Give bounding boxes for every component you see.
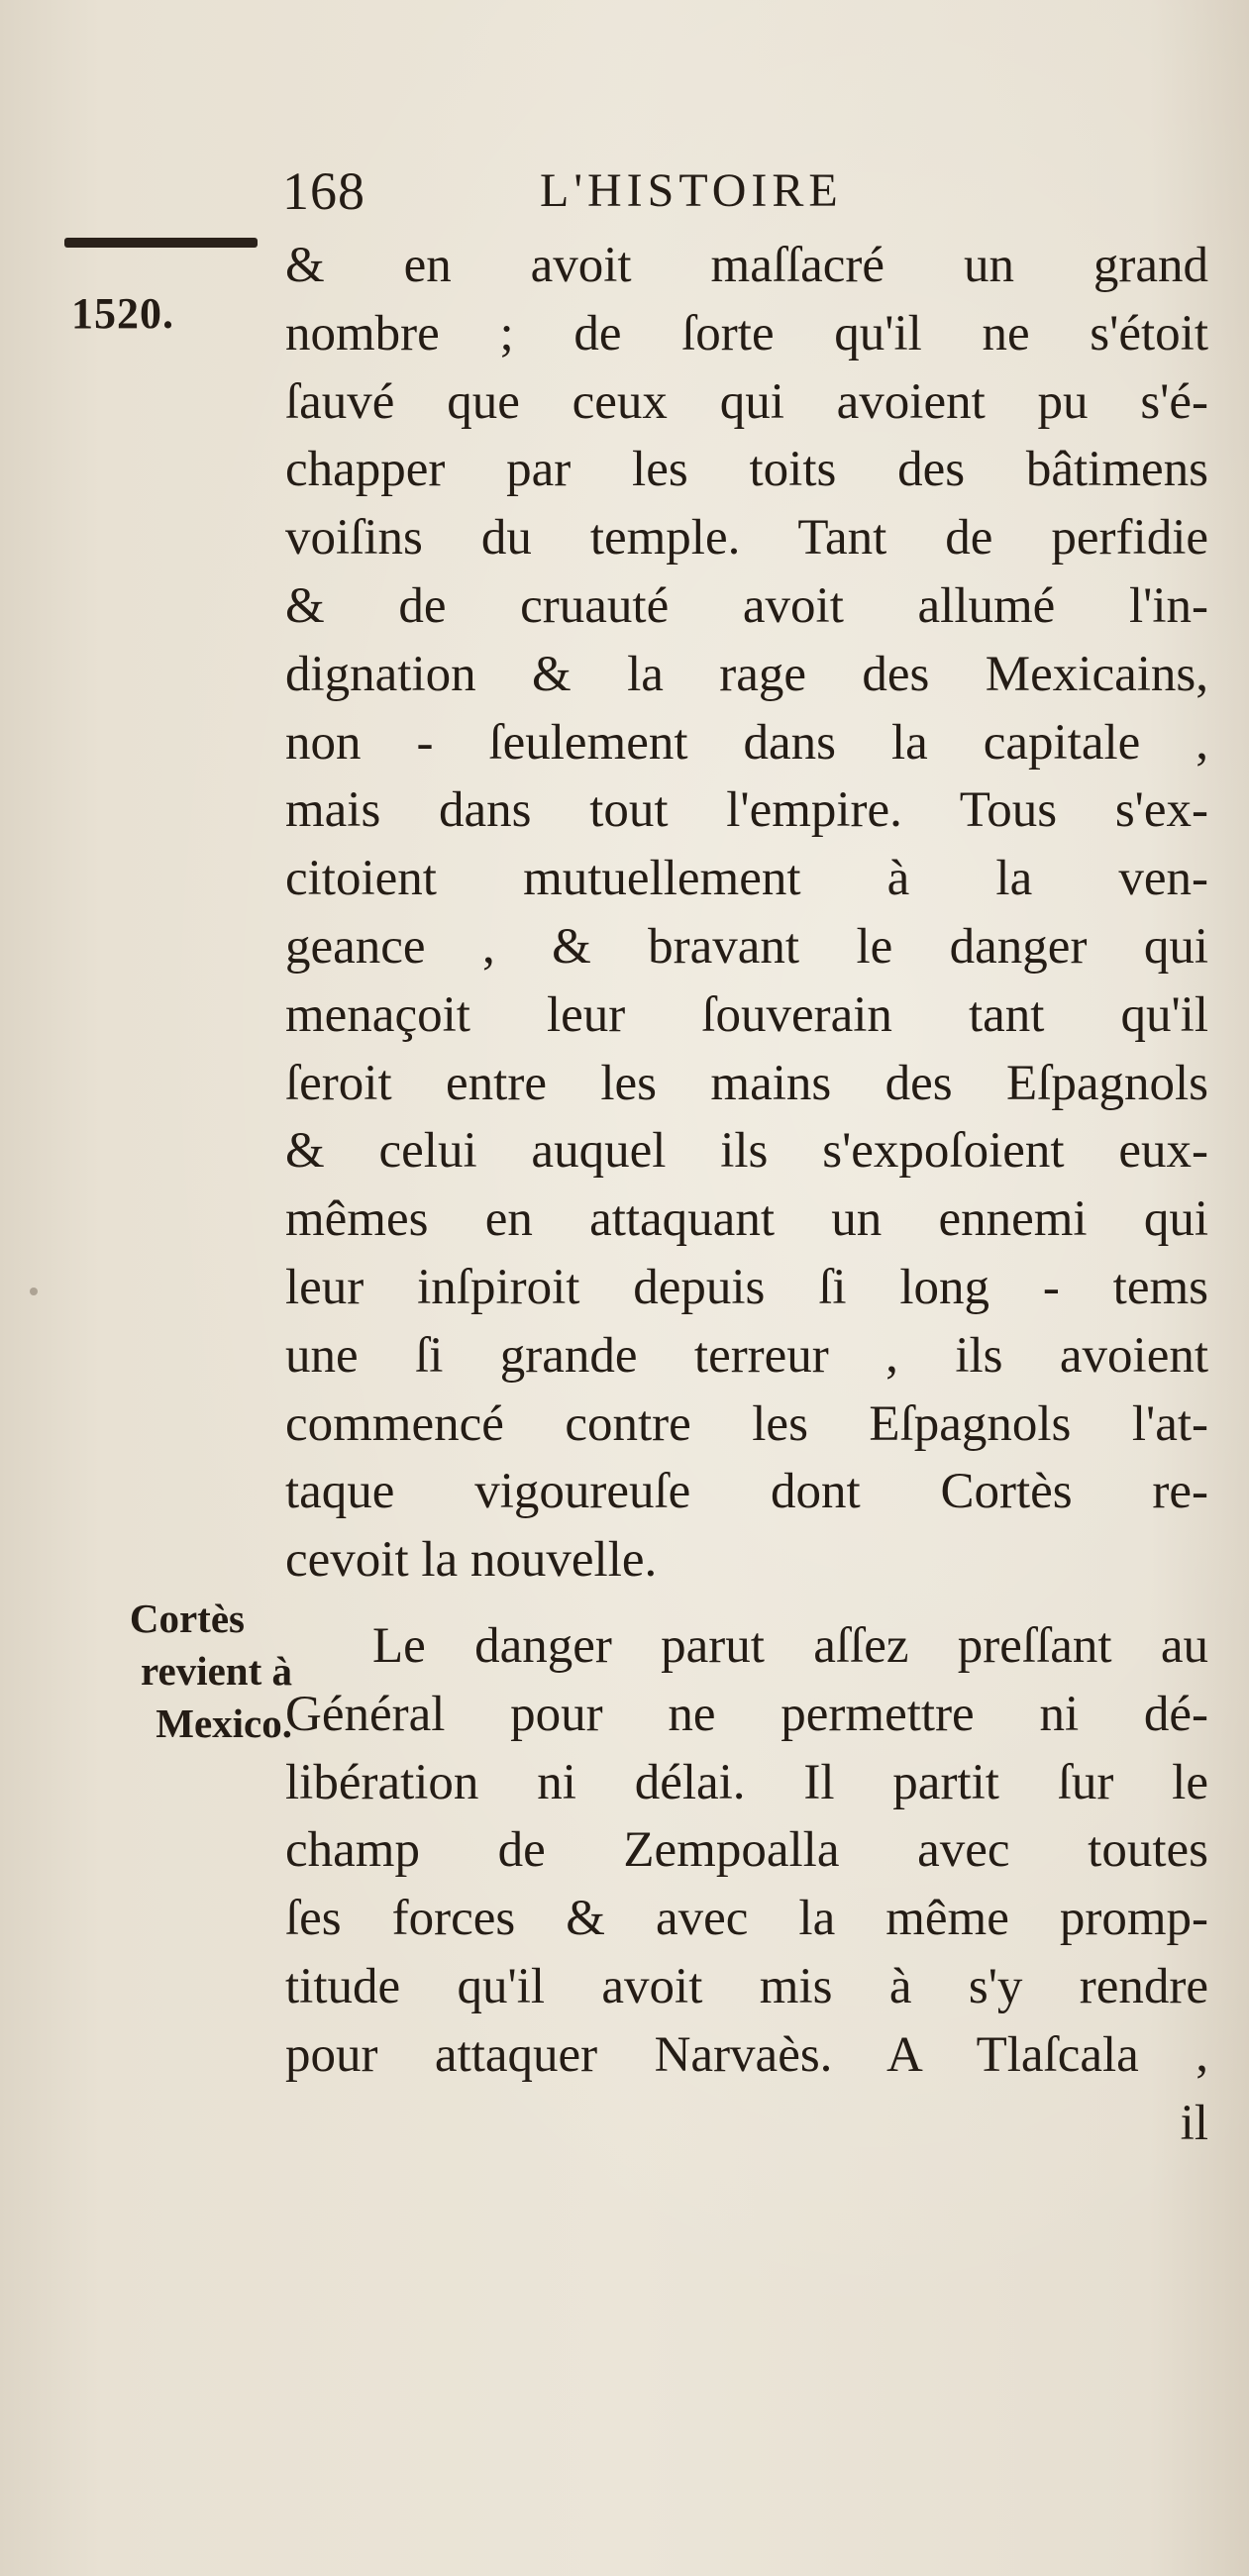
text-line: Le danger parut aſſez preſſant au — [372, 1617, 1208, 1674]
text-line: Général pour ne permettre ni dé- — [285, 1686, 1208, 1742]
text-line: dignation & la rage des Mexicains, — [285, 646, 1208, 702]
margin-rule — [64, 238, 258, 248]
body-text — [285, 232, 1208, 2157]
text-line: ſes forces & avec la même promp- — [285, 1891, 1208, 1947]
text-line: mêmes en attaquant un ennemi qui — [285, 1191, 1208, 1248]
text-line: cevoit la nouvelle. — [285, 1532, 658, 1589]
running-title: L'HISTOIRE — [540, 164, 843, 217]
text-line: voiſins du temple. Tant de perfidie — [285, 510, 1208, 567]
text-line: champ de Zempoalla avec toutes — [285, 1822, 1208, 1879]
catchword: il — [1180, 2095, 1208, 2151]
text-line: nombre ; de ſorte qu'il ne s'étoit — [285, 305, 1208, 361]
text-line: pour attaquer Narvaès. A Tlaſcala , — [285, 2026, 1208, 2083]
text-line: menaçoit leur ſouverain tant qu'il — [285, 986, 1208, 1043]
text-line: taque vigoureuſe dont Cortès re- — [285, 1464, 1208, 1520]
text-line: titude qu'il avoit mis à s'y rendre — [285, 1958, 1208, 2014]
marginal-note-line: Cortès — [129, 1596, 245, 1641]
text-line: libération ni délai. Il partit ſur le — [285, 1754, 1208, 1810]
text-line: commencé contre les Eſpagnols l'at- — [285, 1395, 1208, 1452]
marginal-note-line: Mexico. — [156, 1700, 292, 1746]
marginal-note — [74, 1593, 292, 1750]
text-line: chapper par les toits des bâtimens — [285, 442, 1208, 498]
margin-year: 1520. — [71, 289, 174, 338]
text-line: leur inſpiroit depuis ſi long - tems — [285, 1259, 1208, 1315]
page-header — [282, 156, 976, 226]
text-line: non - ſeulement dans la capitale , — [285, 714, 1208, 771]
text-line: citoient mutuellement à la ven- — [285, 851, 1208, 907]
text-line: mais dans tout l'empire. Tous s'ex- — [285, 782, 1208, 839]
text-line: & de cruauté avoit allumé l'in- — [285, 577, 1208, 634]
marginal-note-line: revient à — [141, 1648, 292, 1694]
text-line: & en avoit maſſacré un grand — [285, 238, 1208, 293]
text-line: ſeroit entre les mains des Eſpagnols — [285, 1055, 1208, 1111]
text-line: geance , & bravant le danger qui — [285, 918, 1208, 975]
text-line: ſauvé que ceux qui avoient pu s'é- — [285, 373, 1208, 430]
page-number: 168 — [282, 161, 365, 221]
text-line: une ſi grande terreur , ils avoient — [285, 1327, 1208, 1384]
text-line: & celui auquel ils s'expoſoient eux- — [285, 1123, 1208, 1180]
paper-speck — [30, 1288, 38, 1295]
